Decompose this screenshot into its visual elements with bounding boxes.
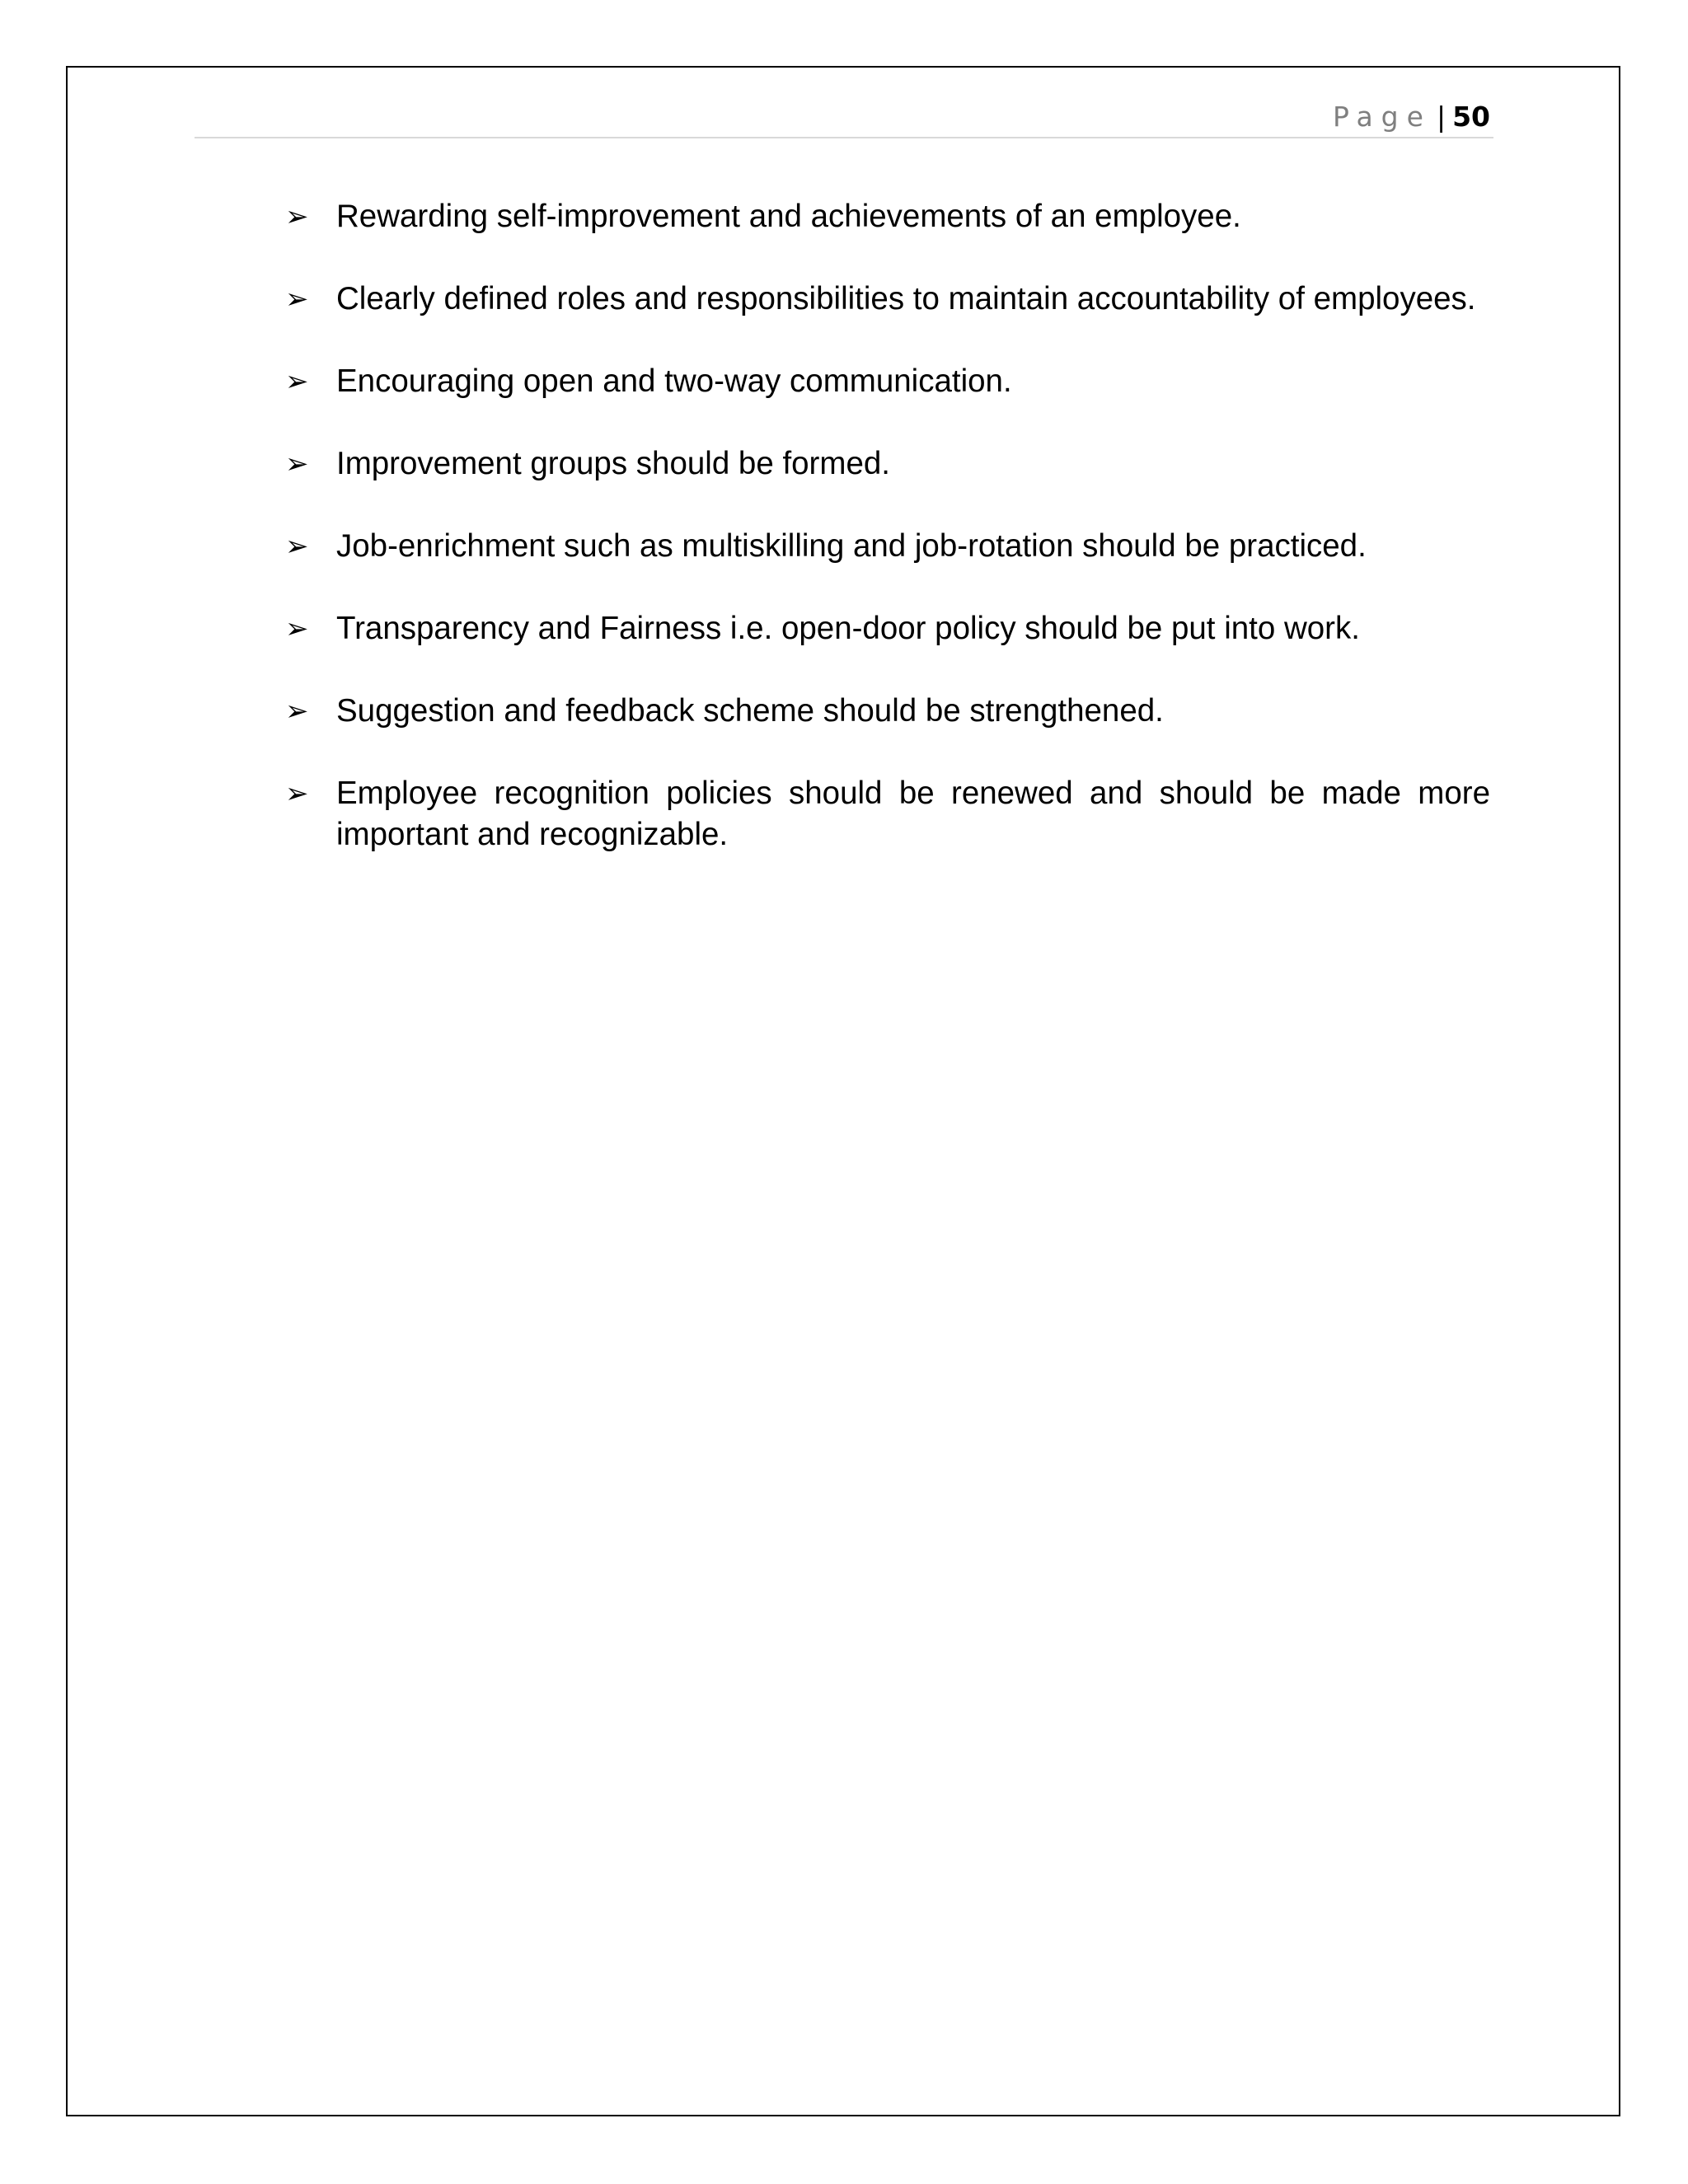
list-item <box>285 361 1490 402</box>
arrow-bullet-icon: ➢ <box>285 613 309 644</box>
bullet-list <box>285 196 1490 897</box>
arrow-bullet-icon: ➢ <box>285 531 309 562</box>
list-item <box>285 773 1490 855</box>
arrow-bullet-icon: ➢ <box>285 448 309 480</box>
bullet-text: Suggestion and feedback scheme should be strengthened. <box>336 693 1164 729</box>
arrow-bullet-icon: ➢ <box>285 284 309 315</box>
bullet-text: Encouraging open and two-way communication. <box>336 363 1012 399</box>
bullet-text: Transparency and Fairness i.e. open-door policy should be put into work. <box>336 611 1360 646</box>
bullet-text: Job-enrichment such as multiskilling and job-rotation should be practiced. <box>336 528 1367 564</box>
page-number-value: 50 <box>1452 101 1490 133</box>
list-item <box>285 279 1490 320</box>
bullet-text: Employee recognition policies should be renewed and should be made more important and recognizable. <box>336 776 1490 852</box>
list-item <box>285 443 1490 485</box>
list-item <box>285 196 1490 237</box>
page-separator: | <box>1436 101 1447 133</box>
page-header <box>195 97 1493 138</box>
arrow-bullet-icon: ➢ <box>285 696 309 727</box>
arrow-bullet-icon: ➢ <box>285 778 309 809</box>
page-number <box>1333 102 1490 132</box>
bullet-text: Clearly defined roles and responsibilities to maintain accountability of employees. <box>336 281 1476 316</box>
arrow-bullet-icon: ➢ <box>285 366 309 397</box>
arrow-bullet-icon: ➢ <box>285 201 309 232</box>
list-item <box>285 608 1490 649</box>
bullet-text: Improvement groups should be formed. <box>336 446 890 481</box>
bullet-text: Rewarding self-improvement and achievements of an employee. <box>336 199 1241 234</box>
list-item <box>285 691 1490 732</box>
page-label: Page <box>1333 101 1432 133</box>
list-item <box>285 526 1490 567</box>
